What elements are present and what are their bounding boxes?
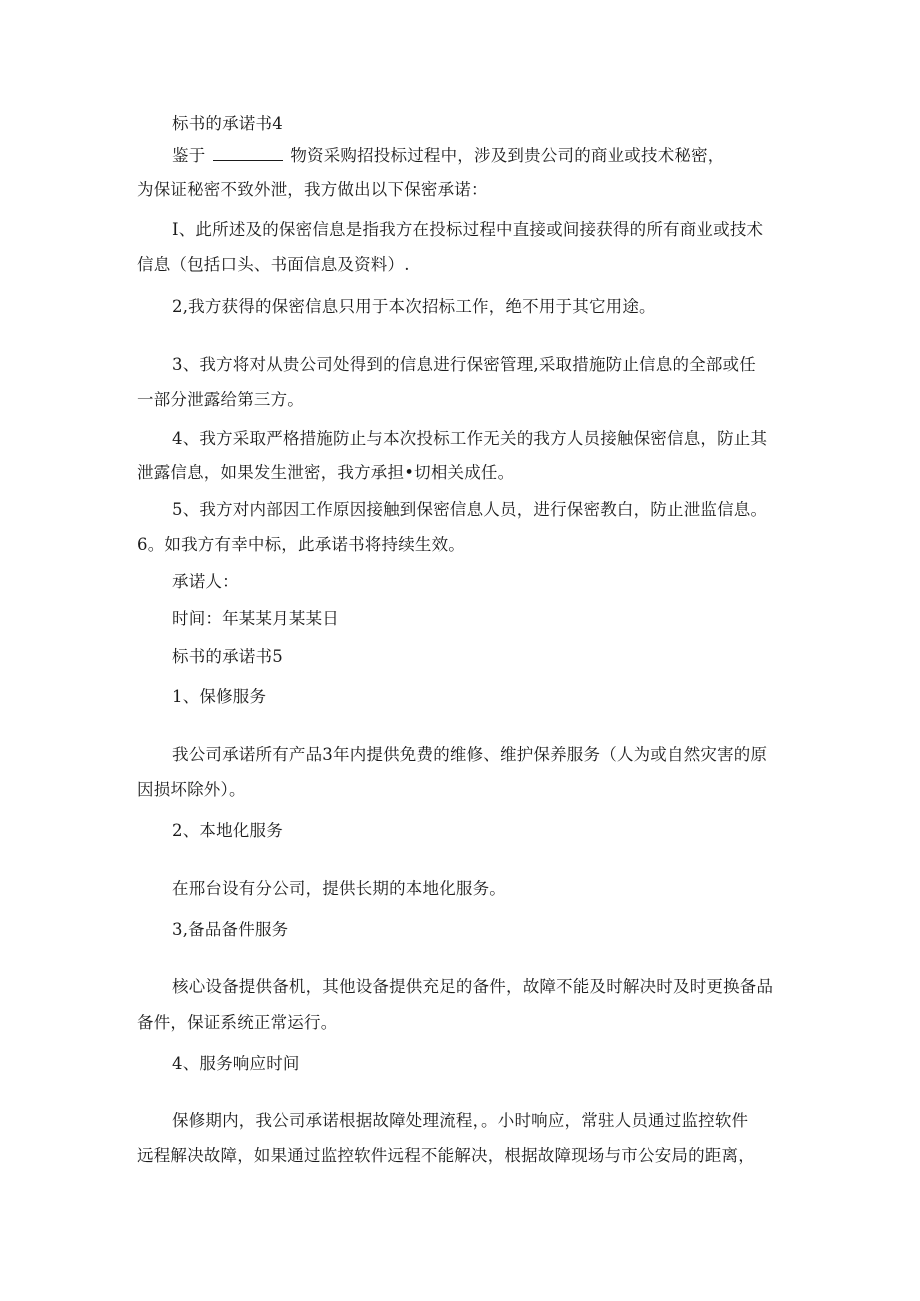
spare-parts-line2: 备件，保证系统正常运行。 xyxy=(137,1013,338,1032)
intro-prefix: 鉴于 xyxy=(172,146,206,165)
warranty-line1: 我公司承诺所有产品3年内提供免费的维修、维护保养服务（人为或自然灾害的原 xyxy=(172,745,768,764)
intro-line1 xyxy=(172,146,725,166)
item1-line1: I、此所述及的保密信息是指我方在投标过程中直接或间接获得的所有商业或技术 xyxy=(172,220,764,239)
response-line2: 远程解决故障，如果通过监控软件远程不能解决，根据故障现场与市公安局的距离， xyxy=(137,1146,755,1165)
item6: 6。如我方有幸中标，此承诺书将持续生效。 xyxy=(137,535,465,554)
promisor-label: 承诺人： xyxy=(172,572,239,591)
heading-local-service: 2、本地化服务 xyxy=(172,821,283,840)
heading-response-time: 4、服务响应时间 xyxy=(172,1054,300,1073)
blank-underline xyxy=(213,146,283,161)
section5-title: 标书的承诺书5 xyxy=(172,647,283,666)
intro-line2: 为保证秘密不致外泄，我方做出以下保密承诺： xyxy=(137,180,488,199)
item4-line1: 4、我方采取严格措施防止与本次投标工作无关的我方人员接触保密信息，防止其 xyxy=(172,429,768,448)
section4-title: 标书的承诺书4 xyxy=(172,114,283,133)
warranty-line2: 因损坏除外）。 xyxy=(137,780,246,799)
item2: 2,我方获得的保密信息只用于本次招标工作，绝不用于其它用途。 xyxy=(172,297,656,316)
item3-line1: 3、我方将对从贵公司处得到的信息进行保密管理,采取措施防止信息的全部或任 xyxy=(172,355,756,374)
heading-spare-parts: 3,备品备件服务 xyxy=(172,920,289,939)
heading-warranty: 1、保修服务 xyxy=(172,687,267,706)
item3-line2: 一部分泄露给第三方。 xyxy=(137,390,304,409)
item4-line2: 泄露信息，如果发生泄密，我方承担•切相关成任。 xyxy=(137,463,515,482)
spare-parts-line1: 核心设备提供备机，其他设备提供充足的备件，故障不能及时解决时及时更换备品 xyxy=(172,977,774,996)
date-line: 时间：年某某月某某日 xyxy=(172,609,339,628)
intro-suffix: 物资采购招投标过程中，涉及到贵公司的商业或技术秘密， xyxy=(290,146,725,165)
local-service-text: 在邢台设有分公司，提供长期的本地化服务。 xyxy=(172,879,506,898)
item5: 5、我方对内部因工作原因接触到保密信息人员，进行保密教白，防止泄监信息。 xyxy=(172,500,768,519)
item1-line2: 信息（包括口头、书面信息及资料）. xyxy=(137,255,410,274)
response-line1: 保修期内，我公司承诺根据故障处理流程，。小时响应，常驻人员通过监控软件 xyxy=(172,1111,749,1130)
